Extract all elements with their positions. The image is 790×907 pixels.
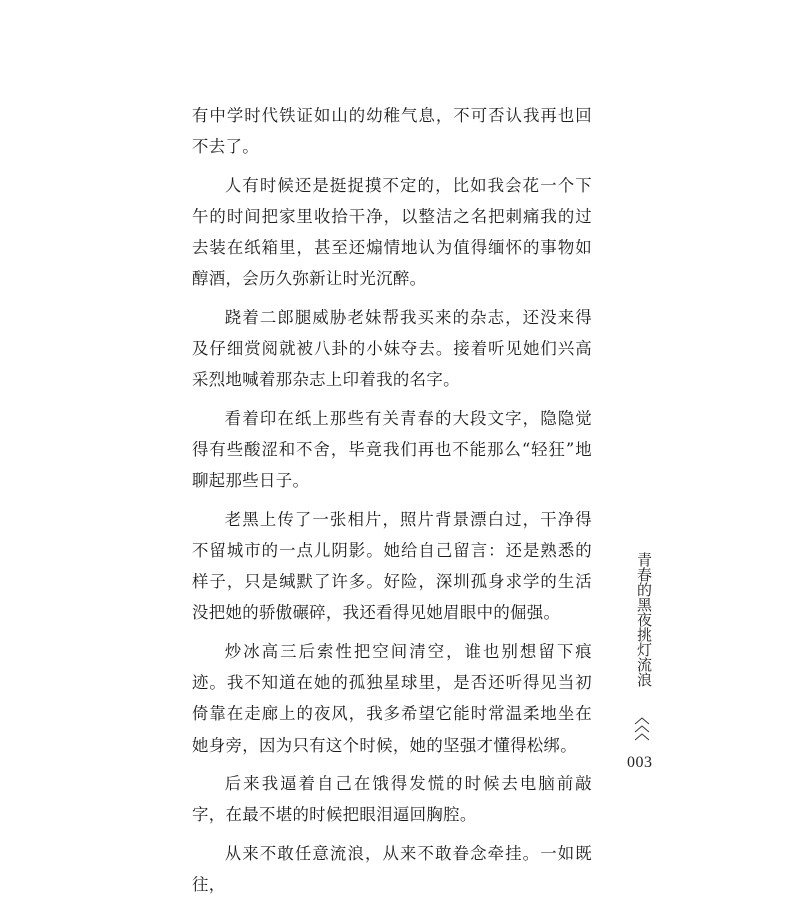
body-text [192, 100, 592, 907]
running-title: 青春的黑夜挑灯流浪 [635, 552, 653, 687]
paragraph-5: 老黑上传了一张相片，照片背景漂白过，干净得不留城市的一点儿阴影。她给自己留言：还是熟悉的样子，只是缄默了许多。好险，深圳孤身求学的生活没把她的骄傲碾碎，我还看得见她眉眼中的倔强。 [192, 509, 592, 623]
paragraph-1: 有中学时代铁证如山的幼稚气息，不可否认我再也回不去了。 [192, 106, 592, 157]
triple-chevron-up-icon [633, 715, 651, 745]
paragraph-6: 炒冰高三后索性把空间清空，谁也别想留下痕迹。我不知道在她的孤独星球里，是否还听得见当初倚靠在走廊上的夜风，我多希望它能时常温柔地坐在她身旁，因为只有这个时候，她的坚强才懂得松绑。 [192, 641, 592, 755]
page-number: 003 [627, 754, 653, 771]
paragraph-7: 后来我逼着自己在饿得发慌的时候去电脑前敲字，在最不堪的时候把眼泪逼回胸腔。 [192, 773, 592, 825]
paragraph-2: 人有时候还是挺捉摸不定的，比如我会花一个下午的时间把家里收拾干净，以整洁之名把刺痛我的过去装在纸箱里，甚至还煽情地认为值得缅怀的事物如醇酒，会历久弥新让时光沉醉。 [192, 175, 592, 289]
paragraph-8: 从来不敢任意流浪，从来不敢眷念牵挂。一如既往， [192, 843, 592, 894]
paragraph-4: 看着印在纸上那些有关青春的大段文字，隐隐觉得有些酸涩和不舍，毕竟我们再也不能那么“轻狂”地聊起那些日子。 [192, 408, 592, 491]
paragraph-3: 跷着二郎腿威胁老妹帮我买来的杂志，还没来得及仔细赏阅就被八卦的小妹夺去。接着听见她们兴高采烈地喊着那杂志上印着我的名字。 [192, 307, 592, 390]
